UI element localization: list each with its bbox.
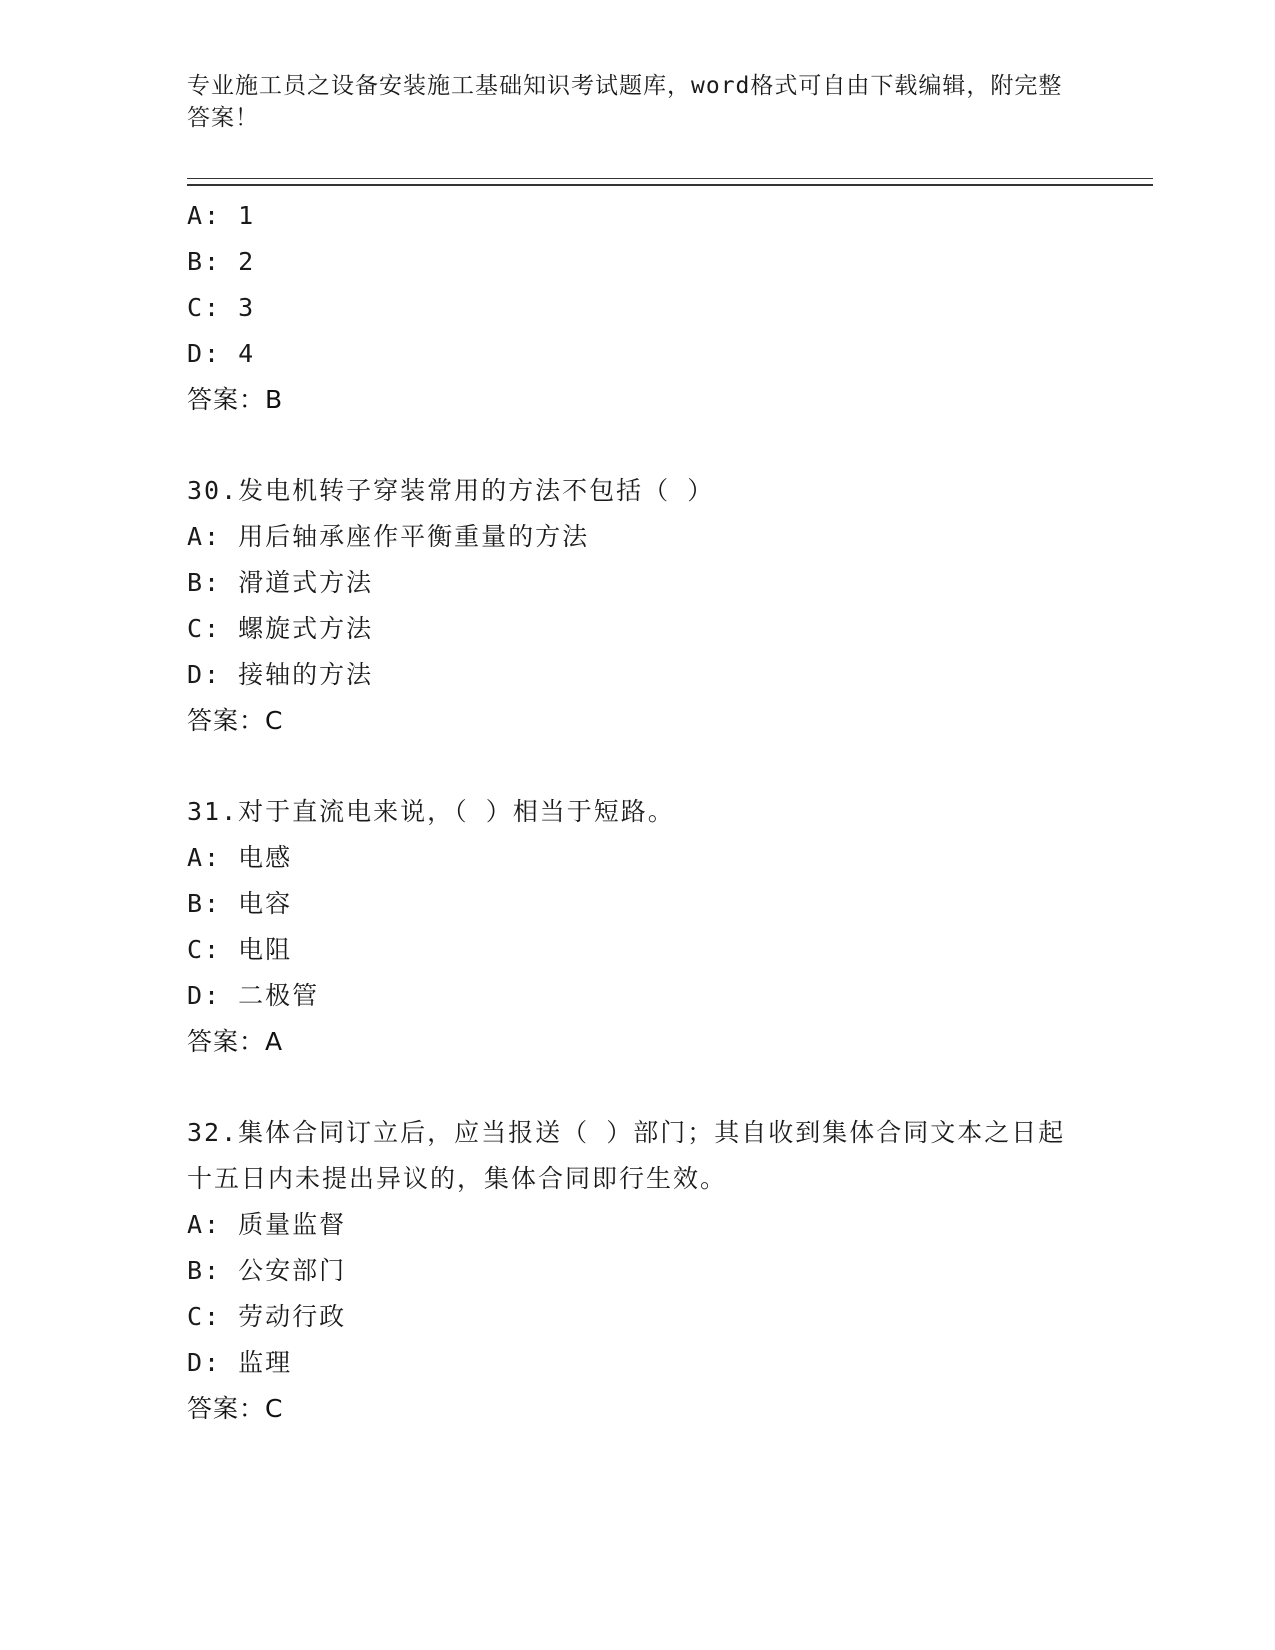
option-c: C: 螺旋式方法 <box>187 614 374 643</box>
option-b: B: 滑道式方法 <box>187 568 374 597</box>
option-c: C: 劳动行政 <box>187 1302 347 1331</box>
question-list <box>187 193 1067 1432</box>
option-b: B: 公安部门 <box>187 1256 347 1285</box>
document-header: 专业施工员之设备安装施工基础知识考试题库，word格式可自由下载编辑，附完整答案！ <box>187 73 1063 131</box>
option-c: C: 电阻 <box>187 935 293 964</box>
option-a: A: 质量监督 <box>187 1210 347 1239</box>
answer-line: 答案：B <box>187 385 284 414</box>
option-a: A: 用后轴承座作平衡重量的方法 <box>187 522 590 551</box>
answer-line: 答案：C <box>187 1394 284 1423</box>
option-a: A: 1 <box>187 201 256 230</box>
answer-line: 答案：A <box>187 1027 284 1056</box>
answer-line: 答案：C <box>187 706 284 735</box>
option-d: D: 接轴的方法 <box>187 660 374 689</box>
option-d: D: 监理 <box>187 1348 293 1377</box>
question-stem: 32.集体合同订立后，应当报送（ ）部门；其自收到集体合同文本之日起十五日内未提出异议的，集体合同即行生效。 <box>187 1118 1066 1193</box>
option-c: C: 3 <box>187 293 256 322</box>
option-a: A: 电感 <box>187 843 293 872</box>
question-stem: 30.发电机转子穿装常用的方法不包括（ ） <box>187 476 715 505</box>
option-d: D: 4 <box>187 339 256 368</box>
question-block-30 <box>187 468 1067 744</box>
question-stem: 31.对于直流电来说，（ ）相当于短路。 <box>187 797 675 826</box>
option-b: B: 电容 <box>187 889 293 918</box>
option-d: D: 二极管 <box>187 981 320 1010</box>
header-divider <box>187 178 1153 186</box>
question-block-31 <box>187 789 1067 1065</box>
option-b: B: 2 <box>187 247 256 276</box>
question-block-29 <box>187 193 1067 423</box>
question-block-32 <box>187 1110 1067 1432</box>
